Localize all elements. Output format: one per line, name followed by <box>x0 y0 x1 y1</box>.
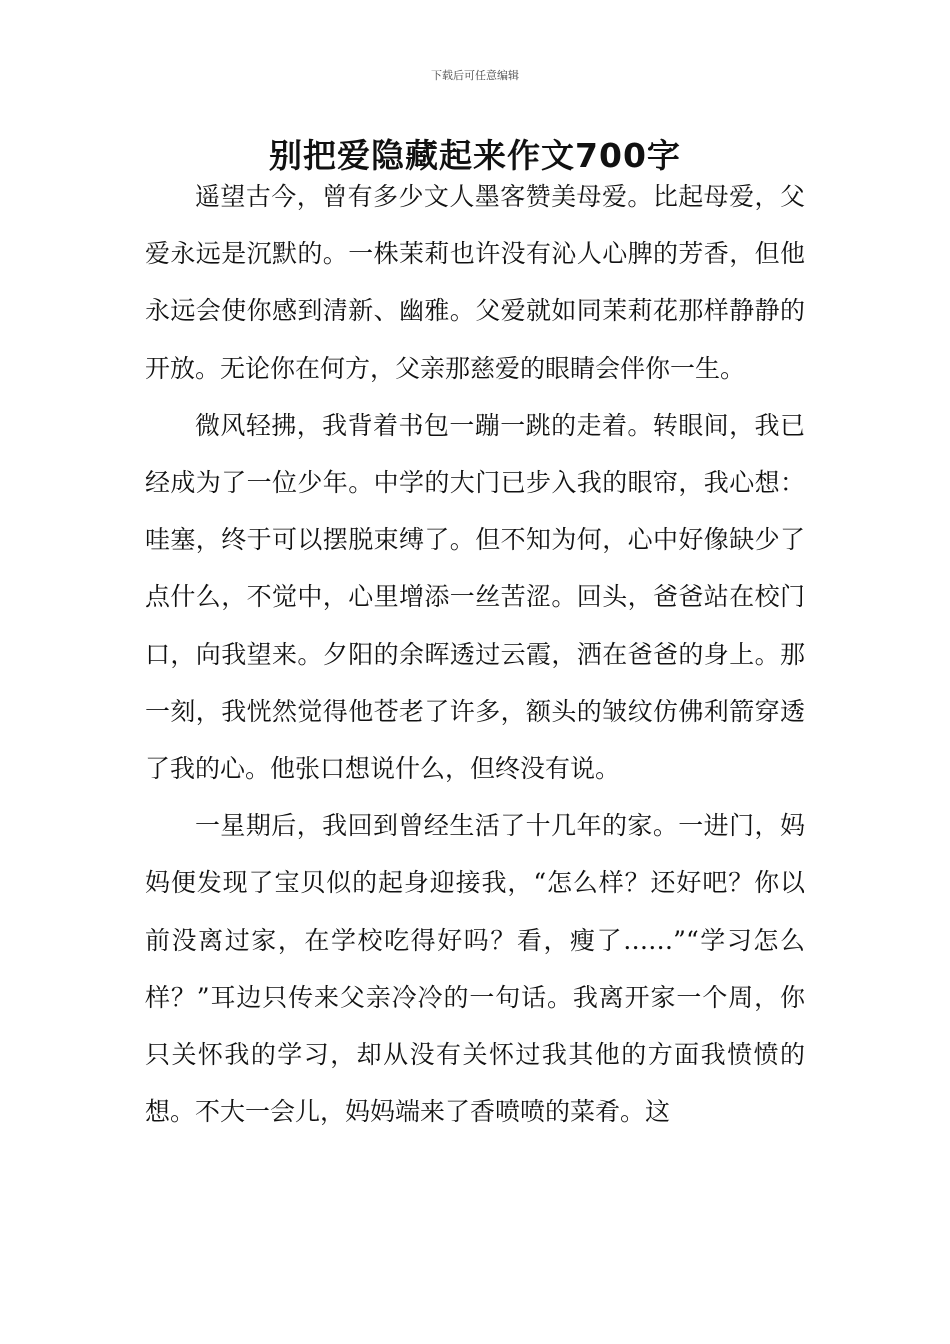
document-title: 别把爱隐藏起来作文700字 <box>269 136 681 175</box>
header-note: 下载后可任意编辑 <box>431 69 519 82</box>
paragraph: 一星期后，我回到曾经生活了十几年的家。一进门，妈妈便发现了宝贝似的起身迎接我，“怎么样？还好吧？你以前没离过家，在学校吃得好吗？看，瘦了……”“学习怎么样？”耳边只传来父亲冷冷的一句话。我离开家一个周，你只关怀我的学习，却从没有关怀过我其他的方面我愤愤的想。不大一会儿，妈妈端来了香喷喷的菜肴。这 <box>145 811 805 1127</box>
document-body <box>145 168 805 1140</box>
paragraph: 遥望古今，曾有多少文人墨客赞美母爱。比起母爱，父爱永远是沉默的。一株茉莉也许没有沁人心脾的芳香，但他永远会使你感到清新、幽雅。父爱就如同茉莉花那样静静的开放。无论你在何方，父亲那慈爱的眼睛会伴你一生。 <box>145 182 805 383</box>
paragraph: 微风轻拂，我背着书包一蹦一跳的走着。转眼间，我已经成为了一位少年。中学的大门已步入我的眼帘，我心想：哇塞，终于可以摆脱束缚了。但不知为何，心中好像缺少了点什么，不觉中，心里增添一丝苦涩。回头，爸爸站在校门口，向我望来。夕阳的余晖透过云霞，洒在爸爸的身上。那一刻，我恍然觉得他苍老了许多，额头的皱纹仿佛利箭穿透了我的心。他张口想说什么，但终没有说。 <box>145 410 805 784</box>
